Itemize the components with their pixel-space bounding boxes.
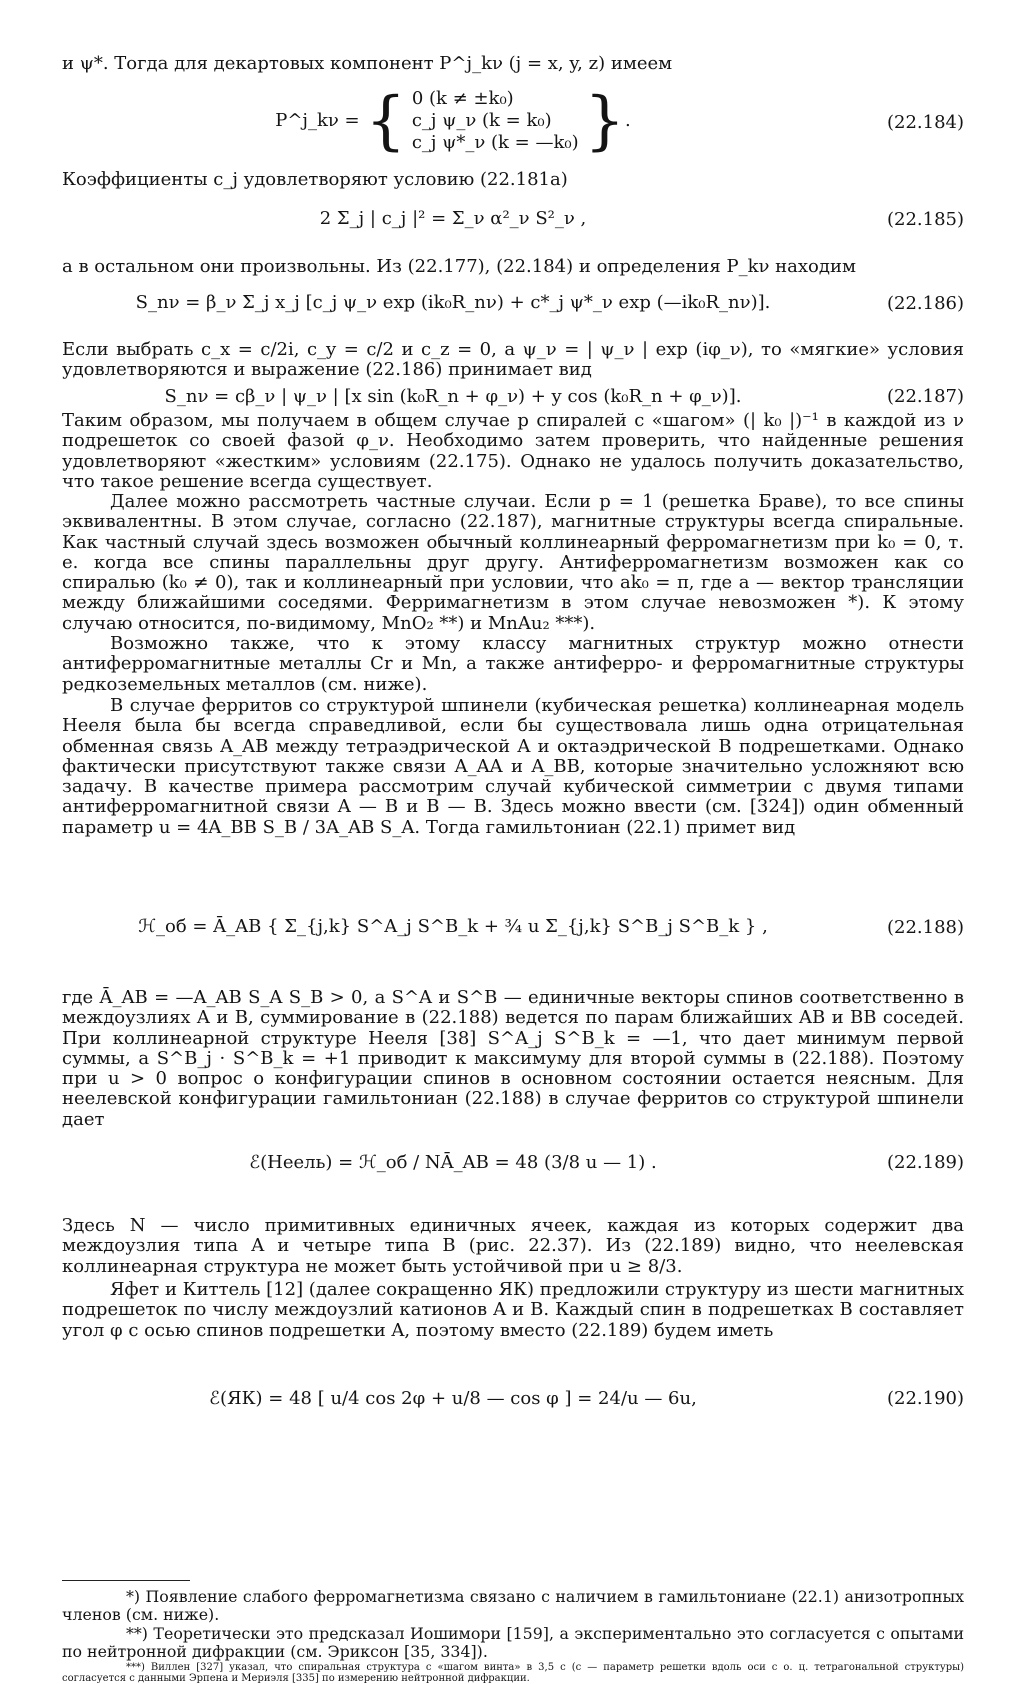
paragraph-5: Таким образом, мы получаем в общем случае p спиралей с «шагом» (| k₀ |)⁻¹ в каждой из ν подрешеток со своей фазой φ_ν. Необходимо затем проверить, что найденные решения удовлетворяют «жестким» условиям (22.175). Однако не удалось получить доказательство, что такое решение всегда существует. (62, 410, 964, 492)
footnote-2: **) Теоретически это предсказал Иошимори [159], а экспериментально это согласуется с опытами по нейтронной дифракции (см. Эриксон [35, 334]). (62, 1624, 964, 1661)
paragraph-1: и ψ*. Тогда для декартовых компонент P^j_kν (j = x, y, z) имеем (62, 53, 673, 74)
eq-184-cases (412, 88, 579, 154)
equation-22-184: P^j_kν = { 0 (k ≠ ±k₀) c_j ψ_ν (k = k₀) c_j ψ*_ν (k = —k₀) }. (22.184) (275, 84, 964, 158)
paragraph-9: где Ā_AB = —A_AB S_A S_B > 0, а S^A и S^B — единичные векторы спинов соответственно в междоузлиях A и B, суммирование в (22.188) ведется по парам ближайших AB и BB соседей. При коллинеарной структуре Нееля [38] S^A_j S^B_k = —1, что дает минимум первой суммы, а S^B_j · S^B_k = +1 приводит к максимуму для второй суммы в (22.188). Поэтому при u > 0 вопрос о конфигурации спинов в основном состоянии остается неясным. Для неелевской конфигурации гамильтониан (22.188) в случае ферритов со структурой шпинели дает (62, 987, 964, 1130)
paragraph-3: а в остальном они произвольны. Из (22.177), (22.184) и определения P_kν находим (62, 256, 856, 277)
eq-184-case-2: c_j ψ_ν (k = k₀) (411, 110, 552, 131)
equation-22-187 (62, 384, 964, 410)
eq-184-case-3: c_j ψ*_ν (k = —k₀) (411, 132, 579, 153)
eq-188-body: ℋ_об = Ā_AB { Σ_{j,k} S^A_j S^B_k + ¾ u Σ_{j,k} S^B_j S^B_k } , (138, 916, 768, 937)
paragraph-7: Возможно также, что к этому классу магнитных структур можно отнести антиферромагнитные металлы Cr и Mn, а также антиферро- и ферромагнитные структуры редкоземельных металлов (см. ниже). (62, 633, 964, 695)
equation-22-188 (62, 900, 964, 956)
footnote-divider (62, 1580, 190, 1581)
paragraph-4: Если выбрать c_x = c/2i, c_y = c/2 и c_z = 0, а ψ_ν = | ψ_ν | exp (iφ_ν), то «мягкие» условия удовлетворяются и выражение (22.186) принимает вид (62, 339, 964, 381)
paragraph-10: Здесь N — число примитивных единичных ячеек, каждая из которых содержит два междоузлия типа A и четыре типа B (рис. 22.37). Из (22.189) видно, что неелевская коллинеарная структура не может быть устойчивой при u ≥ 8/3. (62, 1215, 964, 1277)
paragraph-2: Коэффициенты c_j удовлетворяют условию (22.181а) (62, 169, 568, 190)
equation-22-185 (62, 200, 964, 240)
left-brace-icon: { (365, 84, 407, 158)
footnote-3: ***) Виллен [327] указал, что спиральная структура с «шагом винта» в 3,5 c (c — параметр решетки вдоль оси c о. ц. тетрагональной структуры) согласуется с данными Эрпена и Мериэля [335] по измерению нейтронной дифракции. (62, 1662, 964, 1684)
right-brace-icon: } (584, 84, 626, 158)
eq-187-number: (22.187) (886, 386, 964, 407)
eq-188-number: (22.188) (886, 917, 964, 938)
paragraph-8: В случае ферритов со структурой шпинели (кубическая решетка) коллинеарная модель Нееля была бы всегда справедливой, если бы существовала лишь одна отрицательная обменная связь A_AB между тетраэдрической A и октаэдрической B подрешетками. Однако фактически присутствуют также связи A_AA и A_BB, которые значительно усложняют всю задачу. В качестве примера рассмотрим случай кубической симметрии с двумя типами антиферромагнитной связи A — B и B — B. Здесь можно ввести (см. [324]) один обменный параметр u = 4A_BB S_B / 3A_AB S_A. Тогда гамильтониан (22.1) примет вид (62, 695, 964, 838)
eq-190-body: ℰ(ЯК) = 48 [ u/4 cos 2φ + u/8 — cos φ ] = 24/u — 6u, (209, 1388, 697, 1409)
eq-186-body: S_nν = β_ν Σ_j x_j [c_j ψ_ν exp (ik₀R_nν) + c*_j ψ*_ν exp (—ik₀R_nν)]. (135, 292, 771, 313)
eq-185-number: (22.185) (886, 209, 964, 230)
eq-187-body: S_nν = cβ_ν | ψ_ν | [x sin (k₀R_n + φ_ν) + y cos (k₀R_n + φ_ν)]. (164, 386, 742, 407)
eq-189-number: (22.189) (886, 1152, 964, 1173)
equation-22-186 (62, 284, 964, 324)
eq-186-number: (22.186) (886, 293, 964, 314)
paragraph-6: Далее можно рассмотреть частные случаи. Если p = 1 (решетка Браве), то все спины эквивалентны. В этом случае, согласно (22.187), магнитные структуры всегда спиральные. Как частный случай здесь возможен обычный коллинеарный ферромагнетизм при k₀ = 0, т. е. когда все спины параллельны друг другу. Антиферромагнетизм возможен как со спиралью (k₀ ≠ 0), так и коллинеарный при условии, что ak₀ = π, где a — вектор трансляции между ближайшими соседями. Ферримагнетизм в этом случае невозможен *). К этому случаю относится, по-видимому, MnO₂ **) и MnAu₂ ***). (62, 491, 964, 634)
paragraph-11: Яфет и Киттель [12] (далее сокращенно ЯК) предложили структуру из шести магнитных подрешеток по числу междоузлий катионов A и B. Каждый спин в подрешетках B составляет угол φ с осью спинов подрешетки A, поэтому вместо (22.189) будем иметь (62, 1279, 964, 1341)
equation-22-190 (62, 1374, 964, 1424)
eq-190-number: (22.190) (886, 1388, 964, 1409)
eq-184-lhs: P^j_kν = (275, 110, 360, 131)
eq-189-body: ℰ(Неель) = ℋ_об / NĀ_AB = 48 (3/8 u — 1) . (249, 1152, 657, 1173)
eq-184-number: (22.184) (886, 112, 964, 133)
footnote-1: *) Появление слабого ферромагнетизма связано с наличием в гамильтониане (22.1) анизотропных членов (см. ниже). (62, 1587, 964, 1624)
equation-22-189 (62, 1136, 964, 1190)
eq-185-body: 2 Σ_j | c_j |² = Σ_ν α²_ν S²_ν , (319, 208, 587, 229)
eq-184-case-1: 0 (k ≠ ±k₀) (411, 88, 514, 109)
